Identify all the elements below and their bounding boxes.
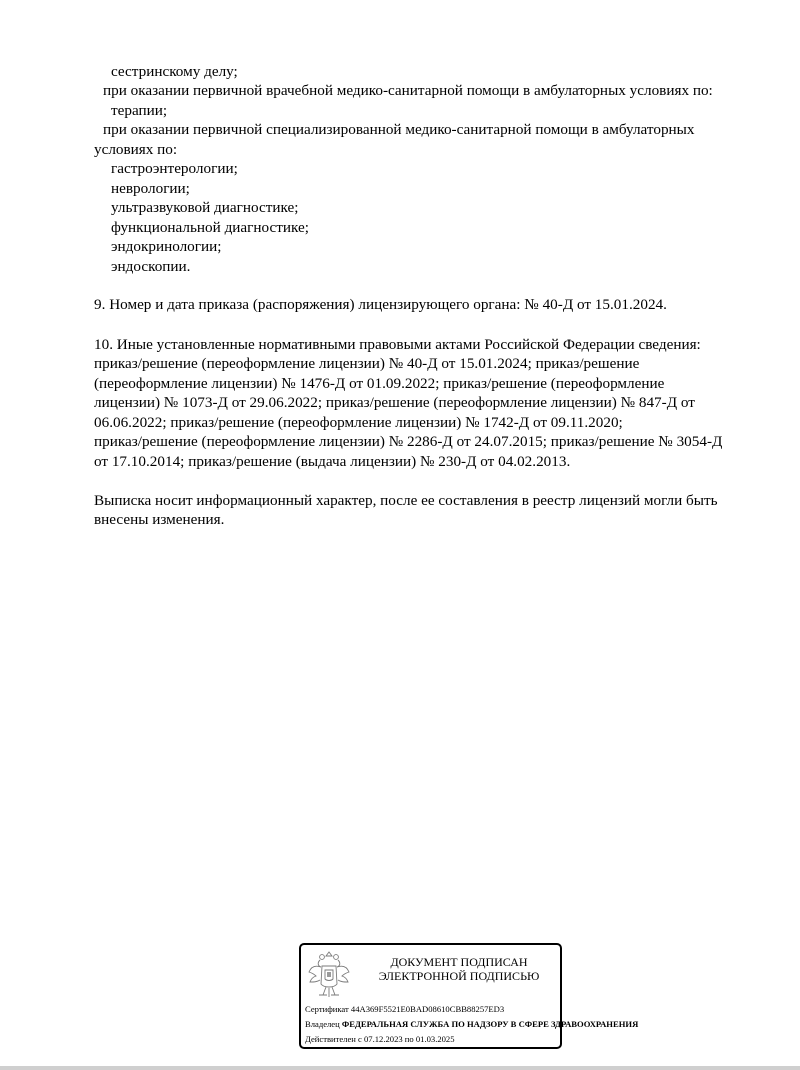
section-9-order-number: 9. Номер и дата приказа (распоряжения) лицензирующего органа: № 40-Д от 15.01.2024. (94, 296, 667, 313)
section-10-line: (переоформление лицензии) № 1476-Д от 01.09.2022; приказ/решение (переоформление (94, 375, 665, 392)
text-line: при оказании первичной специализированной медико-санитарной помощи в амбулаторных (103, 121, 695, 138)
section-10-line: приказ/решение (переоформление лицензии) № 40-Д от 15.01.2024; приказ/решение (94, 355, 640, 372)
text-line: гастроэнтерологии; (111, 160, 238, 177)
double-headed-eagle-emblem-icon (307, 951, 351, 1001)
text-line: эндоскопии. (111, 258, 191, 275)
electronic-signature-stamp (299, 943, 639, 1049)
section-10-line: 06.06.2022; приказ/решение (переоформление лицензии) № 1742-Д от 09.11.2020; (94, 414, 623, 431)
text-line: ультразвуковой диагностике; (111, 199, 299, 216)
certificate-number: Сертификат 44A369F5521E0BAD08610CBB88257ED3 (305, 1004, 505, 1014)
owner-value: ФЕДЕРАЛЬНАЯ СЛУЖБА ПО НАДЗОРУ В СФЕРЕ ЗДРАВООХРАНЕНИЯ (341, 1019, 639, 1029)
owner-label: Владелец (305, 1019, 342, 1029)
text-line: эндокринологии; (111, 238, 222, 255)
section-10-line: лицензии) № 1073-Д от 29.06.2022; приказ/решение (переоформление лицензии) № 847-Д от (94, 394, 695, 411)
text-line: функциональной диагностике; (111, 219, 309, 236)
signature-owner (305, 1019, 638, 1030)
section-10-line: 10. Иные установленные нормативными правовыми актами Российской Федерации сведения: (94, 336, 701, 353)
signature-title-line: ЭЛЕКТРОННОЙ ПОДПИСЬЮ (378, 969, 540, 983)
text-line: при оказании первичной врачебной медико-санитарной помощи в амбулаторных условиях по: (103, 82, 713, 99)
disclaimer-line: Выписка носит информационный характер, после ее составления в реестр лицензий могли быть (94, 492, 718, 509)
text-line: терапии; (111, 102, 168, 119)
text-line: сестринскому делу; (111, 63, 238, 80)
disclaimer-line: внесены изменения. (94, 511, 225, 528)
text-line: условиях по: (94, 141, 178, 158)
certificate-validity: Действителен с 07.12.2023 по 01.03.2025 (305, 1034, 455, 1044)
section-10-line: от 17.10.2014; приказ/решение (выдача лицензии) № 230-Д от 04.02.2013. (94, 453, 571, 470)
text-line: неврологии; (111, 180, 190, 197)
page-bottom-edge (0, 1066, 800, 1070)
section-10-line: приказ/решение (переоформление лицензии) № 2286-Д от 24.07.2015; приказ/решение № 3054-Д (94, 433, 723, 450)
signature-title-line: ДОКУМЕНТ ПОДПИСАН (390, 955, 528, 969)
